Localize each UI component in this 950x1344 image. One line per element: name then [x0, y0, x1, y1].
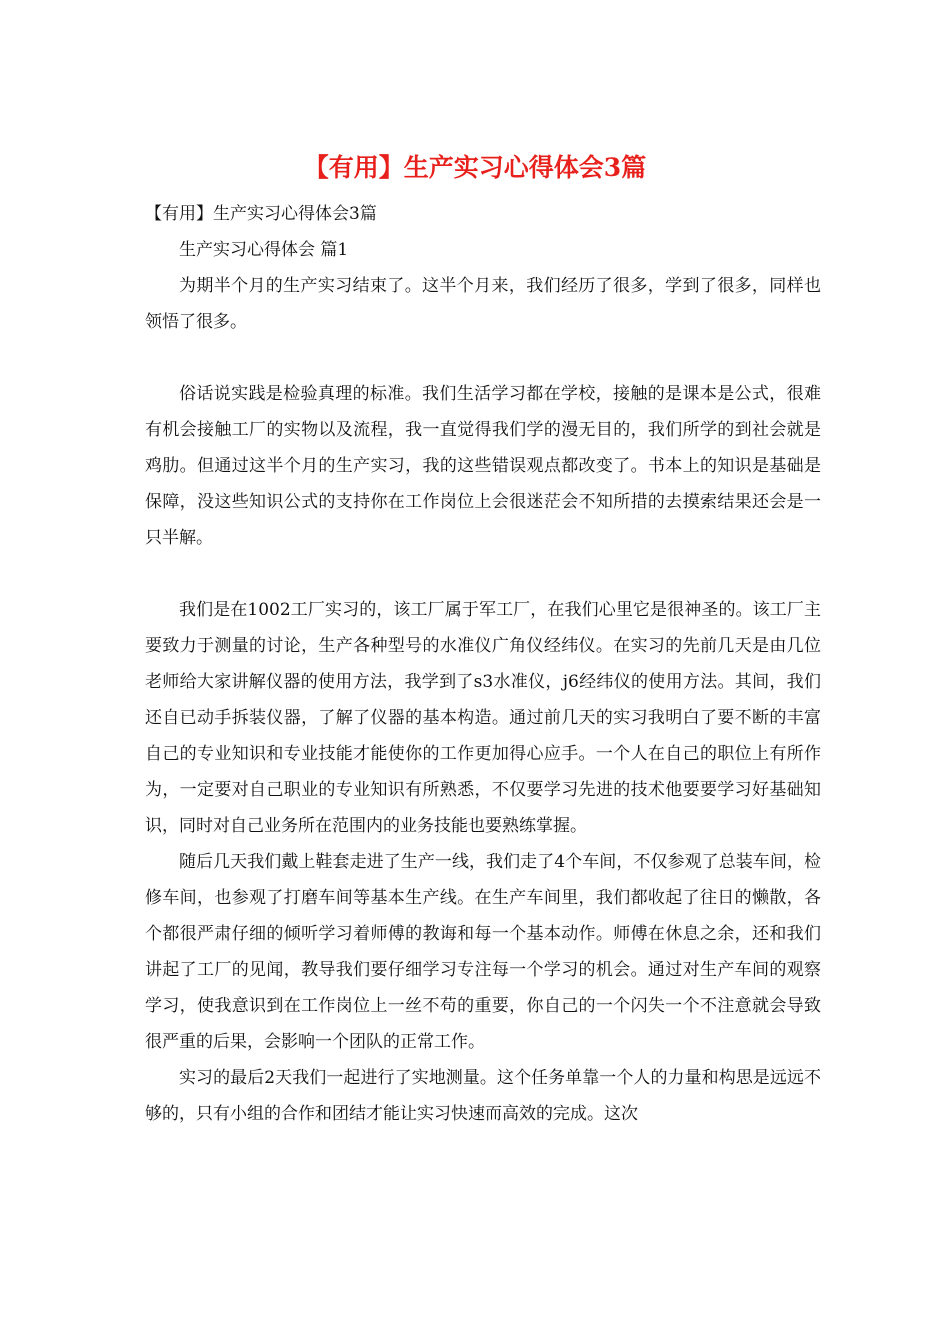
- paragraph-3: 我们是在1002工厂实习的，该工厂属于军工厂，在我们心里它是很神圣的。该工厂主要致力于测量的讨论，生产各种型号的水准仪广角仪经纬仪。在实习的先前几天是由几位老师给大家讲解仪器的使用方法，我学到了s3水准仪，j6经纬仪的使用方法。其间，我们还自已动手拆装仪器，了解了仪器的基本构造。通过前几天的实习我明白了要不断的丰富自己的专业知识和专业技能才能使你的工作更加得心应手。一个人在自己的职位上有所作为，一定要对自己职业的专业知识有所熟悉，不仅要学习先进的技术他要要学习好基础知识，同时对自己业务所在范围内的业务技能也要熟练掌握。: [145, 600, 821, 836]
- document-title: 【有用】生产实习心得体会3篇: [303, 153, 647, 182]
- paragraph-5: 实习的最后2天我们一起进行了实地测量。这个任务单靠一个人的力量和构思是远远不够的，只有小组的合作和团结才能让实习快速而高效的完成。这次: [145, 1068, 821, 1124]
- paragraph-1: 为期半个月的生产实习结束了。这半个月来，我们经历了很多，学到了很多，同样也领悟了很多。: [145, 276, 821, 332]
- document-subtitle: 【有用】生产实习心得体会3篇: [145, 204, 377, 224]
- document-body: [145, 196, 821, 1132]
- paragraph-2: 俗话说实践是检验真理的标准。我们生活学习都在学校，接触的是课本是公式，很难有机会接触工厂的实物以及流程，我一直觉得我们学的漫无目的，我们所学的到社会就是鸡肋。但通过这半个月的生产实习，我的这些错误观点都改变了。书本上的知识是基础是保障，没这些知识公式的支持你在工作岗位上会很迷茫会不知所措的去摸索结果还会是一只半解。: [145, 384, 821, 548]
- section-heading: 生产实习心得体会 篇1: [179, 240, 349, 260]
- paragraph-4: 随后几天我们戴上鞋套走进了生产一线，我们走了4个车间，不仅参观了总装车间，检修车间，也参观了打磨车间等基本生产线。在生产车间里，我们都收起了往日的懒散，各个都很严肃仔细的倾听学习着师傅的教诲和每一个基本动作。师傅在休息之余，还和我们讲起了工厂的见闻，教导我们要仔细学习专注每一个学习的机会。通过对生产车间的观察学习，使我意识到在工作岗位上一丝不苟的重要，你自己的一个闪失一个不注意就会导致很严重的后果，会影响一个团队的正常工作。: [145, 852, 821, 1052]
